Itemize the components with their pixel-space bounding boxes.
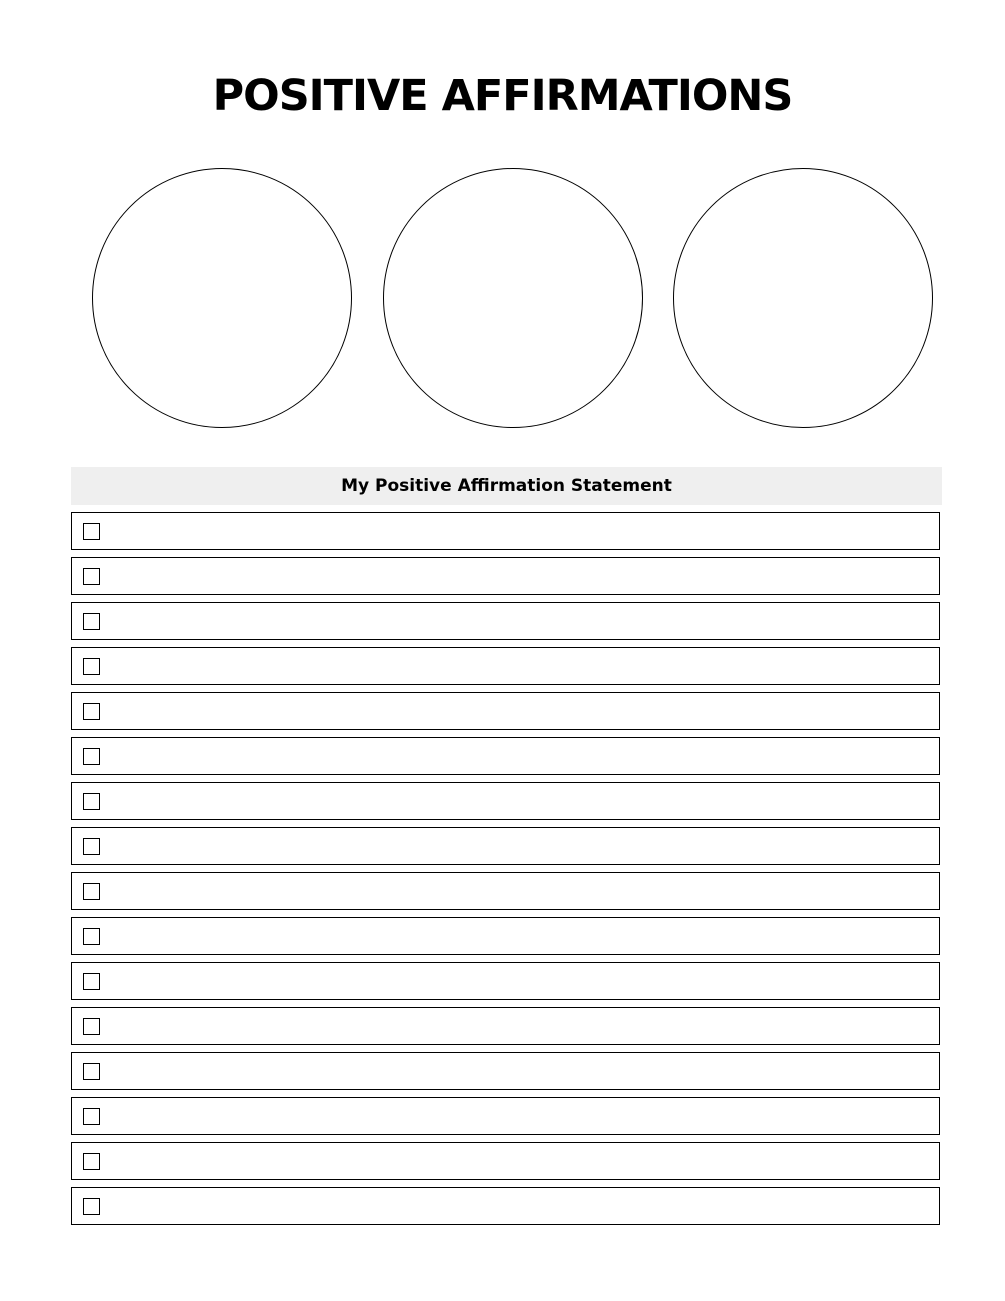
statement-checkbox[interactable] (83, 523, 100, 540)
statement-field[interactable] (100, 783, 939, 819)
statement-checkbox[interactable] (83, 613, 100, 630)
affirmation-circle-2[interactable] (383, 168, 643, 428)
page-title: POSITIVE AFFIRMATIONS (212, 71, 793, 121)
statement-row[interactable] (71, 737, 940, 775)
statement-row[interactable] (71, 1007, 940, 1045)
statement-checkbox[interactable] (83, 1153, 100, 1170)
statement-field[interactable] (100, 1188, 939, 1224)
statement-field[interactable] (100, 738, 939, 774)
statement-row[interactable] (71, 962, 940, 1000)
statement-checkbox[interactable] (83, 1198, 100, 1215)
statement-checkbox[interactable] (83, 1018, 100, 1035)
statement-row[interactable] (71, 1052, 940, 1090)
statement-field[interactable] (100, 918, 939, 954)
statement-checkbox[interactable] (83, 973, 100, 990)
statement-checkbox[interactable] (83, 658, 100, 675)
statement-field[interactable] (100, 603, 939, 639)
statement-field[interactable] (100, 693, 939, 729)
statement-checkbox[interactable] (83, 748, 100, 765)
statement-list (71, 512, 940, 1232)
statement-row[interactable] (71, 782, 940, 820)
statement-list-header: My Positive Affirmation Statement (71, 467, 942, 505)
statement-checkbox[interactable] (83, 928, 100, 945)
statement-checkbox[interactable] (83, 883, 100, 900)
statement-row[interactable] (71, 917, 940, 955)
statement-row[interactable] (71, 872, 940, 910)
statement-checkbox[interactable] (83, 793, 100, 810)
statement-field[interactable] (100, 963, 939, 999)
statement-field[interactable] (100, 558, 939, 594)
statement-row[interactable] (71, 557, 940, 595)
affirmation-circle-3[interactable] (673, 168, 933, 428)
statement-row[interactable] (71, 602, 940, 640)
statement-row[interactable] (71, 647, 940, 685)
statement-checkbox[interactable] (83, 838, 100, 855)
statement-field[interactable] (100, 1098, 939, 1134)
statement-row[interactable] (71, 692, 940, 730)
statement-row[interactable] (71, 1097, 940, 1135)
statement-field[interactable] (100, 1143, 939, 1179)
statement-field[interactable] (100, 1008, 939, 1044)
statement-checkbox[interactable] (83, 1063, 100, 1080)
statement-field[interactable] (100, 648, 939, 684)
statement-row[interactable] (71, 1142, 940, 1180)
statement-checkbox[interactable] (83, 568, 100, 585)
affirmation-circle-1[interactable] (92, 168, 352, 428)
statement-row[interactable] (71, 827, 940, 865)
statement-row[interactable] (71, 512, 940, 550)
statement-field[interactable] (100, 513, 939, 549)
statement-field[interactable] (100, 1053, 939, 1089)
statement-row[interactable] (71, 1187, 940, 1225)
statement-checkbox[interactable] (83, 703, 100, 720)
statement-field[interactable] (100, 873, 939, 909)
statement-field[interactable] (100, 828, 939, 864)
statement-checkbox[interactable] (83, 1108, 100, 1125)
